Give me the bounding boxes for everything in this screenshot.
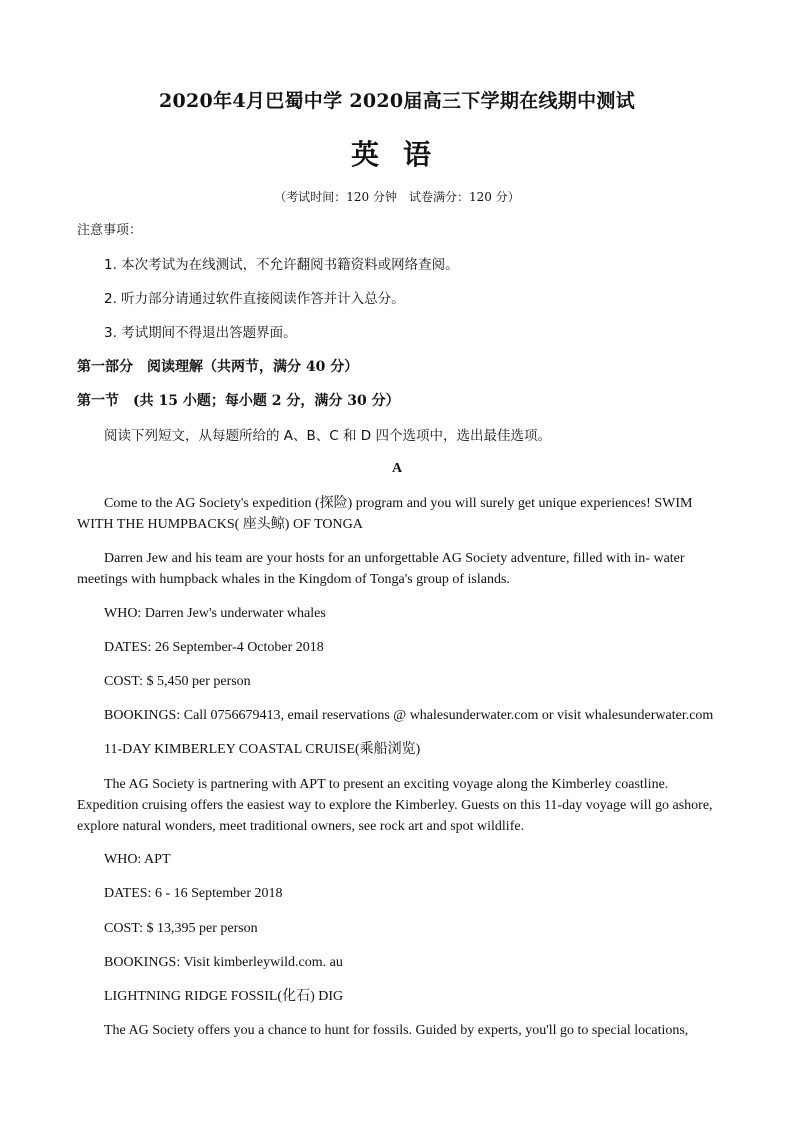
notice-item: 2. 听力部分请通过软件直接阅读作答并计入总分。 (104, 291, 405, 307)
passage-line: BOOKINGS: Call 0756679413, email reservations @ whalesunderwater.com or visit whalesunderwater.com (104, 708, 714, 723)
passage-line: The AG Society is partnering with APT to present an exciting voyage along the Kimberley coastline. (104, 777, 669, 792)
passage-line: WITH THE HUMPBACKS( 座头鲸) OF TONGA (77, 517, 363, 532)
passage-line: Darren Jew and his team are your hosts for an unforgettable AG Society adventure, filled with in- water (104, 551, 685, 566)
passage-line: LIGHTNING RIDGE FOSSIL(化石) DIG (104, 989, 344, 1004)
exam-meta: （考试时间：120 分钟 试卷满分：120 分） (274, 190, 520, 204)
passage-line: 11-DAY KIMBERLEY COASTAL CRUISE(乘船浏览) (104, 742, 421, 757)
subject-title: 英语 (350, 138, 455, 171)
passage-line: BOOKINGS: Visit kimberleywild.com. au (104, 955, 343, 970)
notice-title: 注意事项： (77, 223, 143, 238)
exam-title: 2020年4月巴蜀中学 2020届高三下学期在线期中测试 (159, 90, 635, 112)
passage-line: Expedition cruising offers the easiest way to explore the Kimberley. Guests on this 11-day voyage will go ashore, (77, 798, 713, 813)
passage-line: The AG Society offers you a chance to hunt for fossils. Guided by experts, you'll go to special locations, (104, 1023, 689, 1038)
passage-label: A (391, 461, 403, 476)
section-heading: 第一节 (共 15 小题；每小题 2 分，满分 30 分） (77, 393, 400, 409)
passage-line: WHO: APT (104, 852, 171, 867)
passage-line: WHO: Darren Jew's underwater whales (104, 606, 326, 621)
passage-line: meetings with humpback whales in the Kingdom of Tonga's group of islands. (77, 572, 510, 587)
passage-line: DATES: 26 September-4 October 2018 (104, 640, 324, 655)
passage-line: DATES: 6 - 16 September 2018 (104, 886, 283, 901)
notice-item: 3. 考试期间不得退出答题界面。 (104, 325, 297, 341)
passage-line: COST: $ 5,450 per person (104, 674, 251, 689)
notice-item: 1. 本次考试为在线测试，不允许翻阅书籍资料或网络查阅。 (104, 257, 459, 273)
section-instruction: 阅读下列短文，从每题所给的 A、B、C 和 D 四个选项中，选出最佳选项。 (104, 428, 551, 444)
part-heading: 第一部分 阅读理解（共两节，满分 40 分） (77, 359, 359, 375)
passage-line: Come to the AG Society's expedition (探险) program and you will surely get unique experiences! SWIM (104, 496, 693, 511)
passage-line: COST: $ 13,395 per person (104, 921, 258, 936)
passage-line: explore natural wonders, meet traditional owners, see rock art and spot wildlife. (77, 819, 525, 834)
